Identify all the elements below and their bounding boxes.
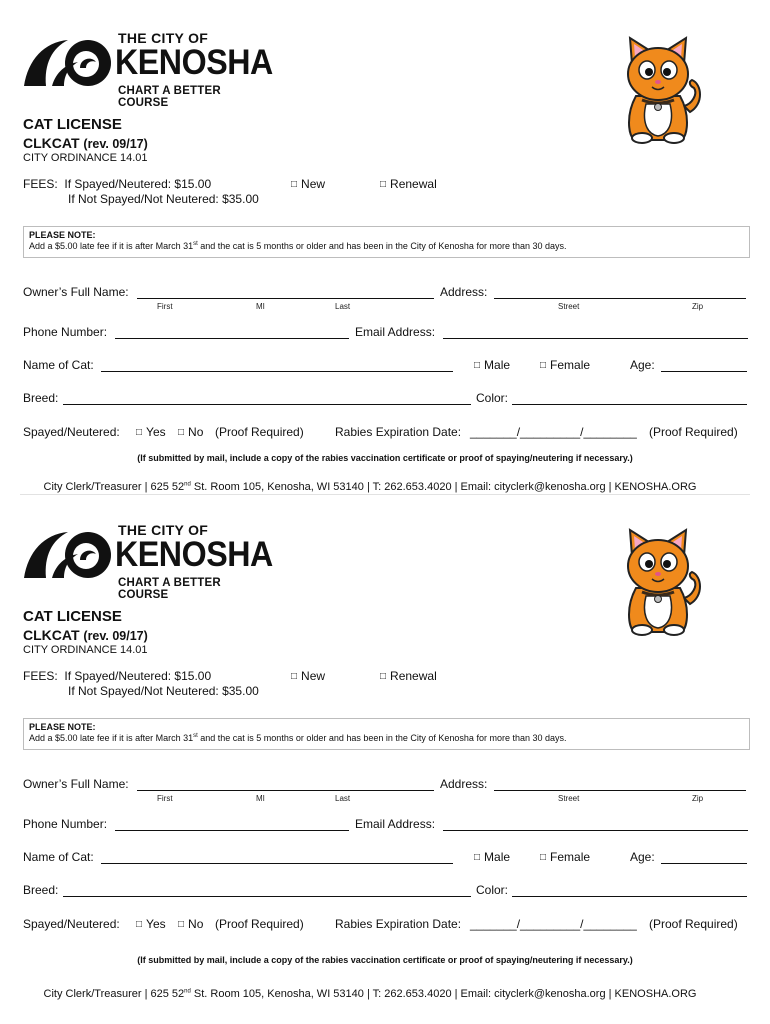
logo-line-1: THE CITY OF: [118, 522, 209, 538]
note-text: Add a $5.00 late fee if it is after March 31st and the cat is 5 months or older and has been in the City of Kenosha for more than 30 days.: [29, 733, 567, 743]
checkbox-icon: □: [136, 919, 143, 930]
fees-section: FEES: If Spayed/Neutered: $15.00 If Not Spayed/Not Neutered: $35.00: [23, 177, 259, 206]
phone-field[interactable]: [115, 830, 349, 831]
checkbox-icon: □: [136, 427, 143, 438]
breed-field[interactable]: [63, 896, 471, 897]
phone-label: Phone Number:: [23, 817, 108, 831]
logo-line-2: KENOSHA: [115, 535, 273, 574]
zip-sublabel: Zip: [692, 302, 704, 311]
spayed-neutered-label: Spayed/Neutered:: [23, 425, 120, 439]
form-code: CLKCAT (rev. 09/17): [23, 627, 148, 643]
color-label: Color:: [476, 391, 509, 405]
email-field[interactable]: [443, 338, 748, 339]
phone-label: Phone Number:: [23, 325, 108, 339]
proof-required-note: (Proof Required): [215, 425, 304, 439]
spayed-neutered-label: Spayed/Neutered:: [23, 917, 120, 931]
last-sublabel: Last: [335, 302, 351, 311]
address-field[interactable]: [494, 790, 746, 791]
age-field[interactable]: [661, 863, 747, 864]
color-field[interactable]: [512, 896, 747, 897]
form-divider: [20, 494, 750, 495]
street-sublabel: Street: [558, 302, 580, 311]
logo-line-1: THE CITY OF: [118, 30, 209, 46]
color-field[interactable]: [512, 404, 747, 405]
footer-contact: City Clerk/Treasurer | 625 52nd St. Room 105, Kenosha, WI 53140 | T: 262.653.4020 | Email: cityclerk@kenosha.org | KENOSHA.ORG: [43, 988, 697, 1000]
checkbox-icon: □: [380, 179, 387, 190]
rabies-date-label: Rabies Expiration Date:: [335, 917, 462, 931]
logo-tagline: CHART A BETTER COURSE: [118, 577, 221, 601]
note-heading: PLEASE NOTE:: [29, 230, 96, 240]
cartoon-cat-icon: [612, 526, 704, 636]
cartoon-cat-icon: [612, 34, 704, 144]
rabies-date-field[interactable]: _______/_________/________: [470, 917, 637, 931]
no-checkbox[interactable]: □ No: [178, 425, 204, 439]
last-sublabel: Last: [335, 794, 351, 803]
logo-tagline: CHART A BETTER COURSE: [118, 85, 221, 109]
female-checkbox[interactable]: □ Female: [540, 358, 591, 372]
checkbox-icon: □: [178, 427, 185, 438]
mi-sublabel: MI: [256, 302, 265, 311]
please-note-box: [23, 226, 750, 258]
city-logo: [22, 522, 273, 601]
license-form-bottom: [0, 492, 770, 1000]
checkbox-icon: □: [540, 360, 547, 371]
breed-label: Breed:: [23, 883, 59, 897]
rabies-proof-required-note: (Proof Required): [649, 917, 738, 931]
rabies-date-field[interactable]: _______/_________/________: [470, 425, 637, 439]
checkbox-icon: □: [474, 360, 481, 371]
owner-name-field[interactable]: [137, 790, 434, 791]
checkbox-icon: □: [380, 671, 387, 682]
male-checkbox[interactable]: □ Male: [474, 358, 511, 372]
proof-required-note: (Proof Required): [215, 917, 304, 931]
form-title: CAT LICENSE: [23, 608, 122, 625]
footer-contact: City Clerk/Treasurer | 625 52nd St. Room 105, Kenosha, WI 53140 | T: 262.653.4020 | Email: cityclerk@kenosha.org | KENOSHA.ORG: [43, 481, 697, 493]
female-checkbox[interactable]: □ Female: [540, 850, 591, 864]
yes-checkbox[interactable]: □ Yes: [136, 425, 166, 439]
new-checkbox[interactable]: □ New: [291, 669, 326, 683]
cat-name-label: Name of Cat:: [23, 358, 94, 372]
address-label: Address:: [440, 777, 488, 791]
email-label: Email Address:: [355, 325, 436, 339]
cat-name-field[interactable]: [101, 371, 453, 372]
renewal-checkbox[interactable]: □ Renewal: [380, 669, 437, 683]
phone-field[interactable]: [115, 338, 349, 339]
kenosha-wave-logo-icon: [22, 38, 114, 88]
owner-name-label: Owner’s Full Name:: [23, 285, 129, 299]
no-checkbox[interactable]: □ No: [178, 917, 204, 931]
note-text: Add a $5.00 late fee if it is after March 31st and the cat is 5 months or older and has been in the City of Kenosha for more than 30 days.: [29, 241, 567, 251]
color-label: Color:: [476, 883, 509, 897]
age-label: Age:: [630, 358, 655, 372]
owner-name-label: Owner’s Full Name:: [23, 777, 129, 791]
street-sublabel: Street: [558, 794, 580, 803]
breed-label: Breed:: [23, 391, 59, 405]
form-title: CAT LICENSE: [23, 116, 122, 133]
checkbox-icon: □: [540, 852, 547, 863]
checkbox-icon: □: [178, 919, 185, 930]
mi-sublabel: MI: [256, 794, 265, 803]
checkbox-icon: □: [474, 852, 481, 863]
new-checkbox[interactable]: □ New: [291, 177, 326, 191]
ordinance-ref: CITY ORDINANCE 14.01: [23, 152, 148, 164]
email-field[interactable]: [443, 830, 748, 831]
rabies-proof-required-note: (Proof Required): [649, 425, 738, 439]
yes-checkbox[interactable]: □ Yes: [136, 917, 166, 931]
mail-instructions: (If submitted by mail, include a copy of the rabies vaccination certificate or proof of spaying/neutering if necessary.): [137, 955, 633, 965]
cat-name-field[interactable]: [101, 863, 453, 864]
age-field[interactable]: [661, 371, 747, 372]
zip-sublabel: Zip: [692, 794, 704, 803]
email-label: Email Address:: [355, 817, 436, 831]
age-label: Age:: [630, 850, 655, 864]
mail-instructions: (If submitted by mail, include a copy of the rabies vaccination certificate or proof of spaying/neutering if necessary.): [137, 453, 633, 463]
license-form-top: [0, 0, 770, 500]
logo-line-2: KENOSHA: [115, 43, 273, 82]
kenosha-wave-logo-icon: [22, 530, 114, 580]
fees-section: FEES: If Spayed/Neutered: $15.00 If Not Spayed/Not Neutered: $35.00: [23, 669, 259, 698]
checkbox-icon: □: [291, 671, 298, 682]
owner-name-field[interactable]: [137, 298, 434, 299]
please-note-box: [23, 718, 750, 750]
rabies-date-label: Rabies Expiration Date:: [335, 425, 462, 439]
first-sublabel: First: [157, 794, 173, 803]
cat-name-label: Name of Cat:: [23, 850, 94, 864]
renewal-checkbox[interactable]: □ Renewal: [380, 177, 437, 191]
male-checkbox[interactable]: □ Male: [474, 850, 511, 864]
city-logo: [22, 30, 273, 109]
address-field[interactable]: [494, 298, 746, 299]
first-sublabel: First: [157, 302, 173, 311]
form-code: CLKCAT (rev. 09/17): [23, 135, 148, 151]
address-label: Address:: [440, 285, 488, 299]
breed-field[interactable]: [63, 404, 471, 405]
checkbox-icon: □: [291, 179, 298, 190]
ordinance-ref: CITY ORDINANCE 14.01: [23, 644, 148, 656]
note-heading: PLEASE NOTE:: [29, 722, 96, 732]
